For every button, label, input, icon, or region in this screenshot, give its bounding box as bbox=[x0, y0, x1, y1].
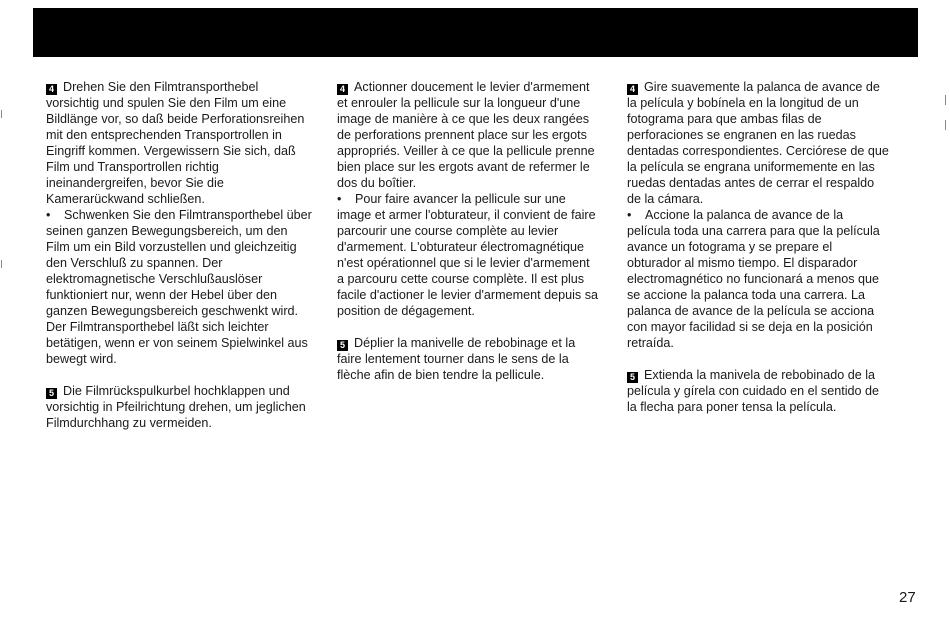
step-number-icon: 5 bbox=[627, 372, 638, 383]
step-section bbox=[46, 383, 312, 431]
binding-edge-mark bbox=[1, 110, 2, 118]
paragraph-text: Extienda la manivela de rebobinado de la película y gírela con cuidado en el sentido de la flecha para poner tensa la película. bbox=[627, 368, 880, 414]
step-section bbox=[337, 335, 599, 383]
paragraph-text: Déplier la manivelle de rebobinage et la faire lentement tourner dans le sens de la flèche afin de bien tendre la pellicule. bbox=[337, 336, 576, 382]
bullet-paragraph bbox=[627, 207, 889, 351]
bullet-paragraph bbox=[46, 207, 312, 367]
paragraph-text: Accione la palanca de avance de la película toda una carrera para que la película avance un fotograma y se prepare el obturador al mismo tiempo. El disparador electromagnético no funcionará a menos que se accione la palanca toda una carrera. La palanca de avance de la película se acciona con mayor facilidad si se deja en la posición retraída. bbox=[627, 208, 880, 350]
paragraph bbox=[627, 367, 889, 415]
paragraph-text: Pour faire avancer la pellicule sur une image et armer l'obturateur, il convient de faire parcourir une course complète au levier d'armement. L'obturateur électromagnétique n'est opérationnel que si le levier d'armement a parcouru cette course complète. Il est plus facile d'actioner le levier d'armement depuis sa position de dégagement. bbox=[337, 192, 599, 318]
paragraph bbox=[627, 79, 889, 207]
step-number-icon: 4 bbox=[337, 84, 348, 95]
binding-edge-mark bbox=[945, 120, 946, 130]
paragraph-text: Drehen Sie den Filmtransporthebel vorsichtig und spulen Sie den Film um eine Bildlänge vor, so daß beide Perforationsreihen mit den entsprechenden Transportrollen in Eingriff kommen. Vergewissern Sie sich, daß Film und Transportrollen richtig ineinandergreifen, bevor Sie die Kamerarückwand schließen. bbox=[46, 80, 305, 206]
paragraph bbox=[337, 335, 599, 383]
binding-edge-mark bbox=[1, 260, 2, 268]
column-french bbox=[337, 79, 599, 399]
page-number: 27 bbox=[899, 589, 916, 606]
step-number-icon: 4 bbox=[46, 84, 57, 95]
column-spanish bbox=[627, 79, 889, 431]
paragraph bbox=[337, 79, 599, 191]
paragraph-text: Schwenken Sie den Filmtransporthebel über seinen ganzen Bewegungsbereich, um den Film um ein Bild vorzustellen und gleichzeitig den Verschluß zu spannen. Der elektromagnetische Verschlußauslöser funktioniert nur, wenn der Hebel über den ganzen Bewegungsbereich geschwenkt wird. Der Filmtransporthebel läßt sich leichter betätigen, wenn er von seinem Spielwinkel aus bewegt wird. bbox=[46, 208, 312, 366]
column-german bbox=[46, 79, 312, 447]
bullet-icon: • bbox=[337, 192, 342, 206]
step-number-icon: 4 bbox=[627, 84, 638, 95]
step-number-icon: 5 bbox=[337, 340, 348, 351]
paragraph bbox=[46, 79, 312, 207]
step-section bbox=[627, 79, 889, 351]
step-section bbox=[627, 367, 889, 415]
bullet-icon: • bbox=[46, 208, 51, 222]
binding-edge-mark bbox=[945, 95, 946, 105]
bullet-icon: • bbox=[627, 208, 632, 222]
step-section bbox=[337, 79, 599, 319]
paragraph-text: Actionner doucement le levier d'armement et enrouler la pellicule sur la longueur d'une image de manière à ce que les deux rangées de perforations prennent place sur les ergots appropriés. Veiller à ce que la pellicule prenne bien place sur les ergots avant de refermer le dos du boîtier. bbox=[337, 80, 595, 190]
paragraph bbox=[46, 383, 312, 431]
step-number-icon: 5 bbox=[46, 388, 57, 399]
paragraph-text: Gire suavemente la palanca de avance de la película y bobínela en la longitud de un fotograma para que ambas filas de perforaciones se engranen en las ruedas dentadas correspondientes. Cerciórese de que la película se engrana uniformemente en las ruedas dentadas antes de cerrar el respaldo de la cámara. bbox=[627, 80, 889, 206]
paragraph-text: Die Filmrückspulkurbel hochklappen und vorsichtig in Pfeilrichtung drehen, um jeglichen Filmdurchhang zu vermeiden. bbox=[46, 384, 306, 430]
bullet-paragraph bbox=[337, 191, 599, 319]
header-bar bbox=[33, 8, 918, 57]
step-section bbox=[46, 79, 312, 367]
